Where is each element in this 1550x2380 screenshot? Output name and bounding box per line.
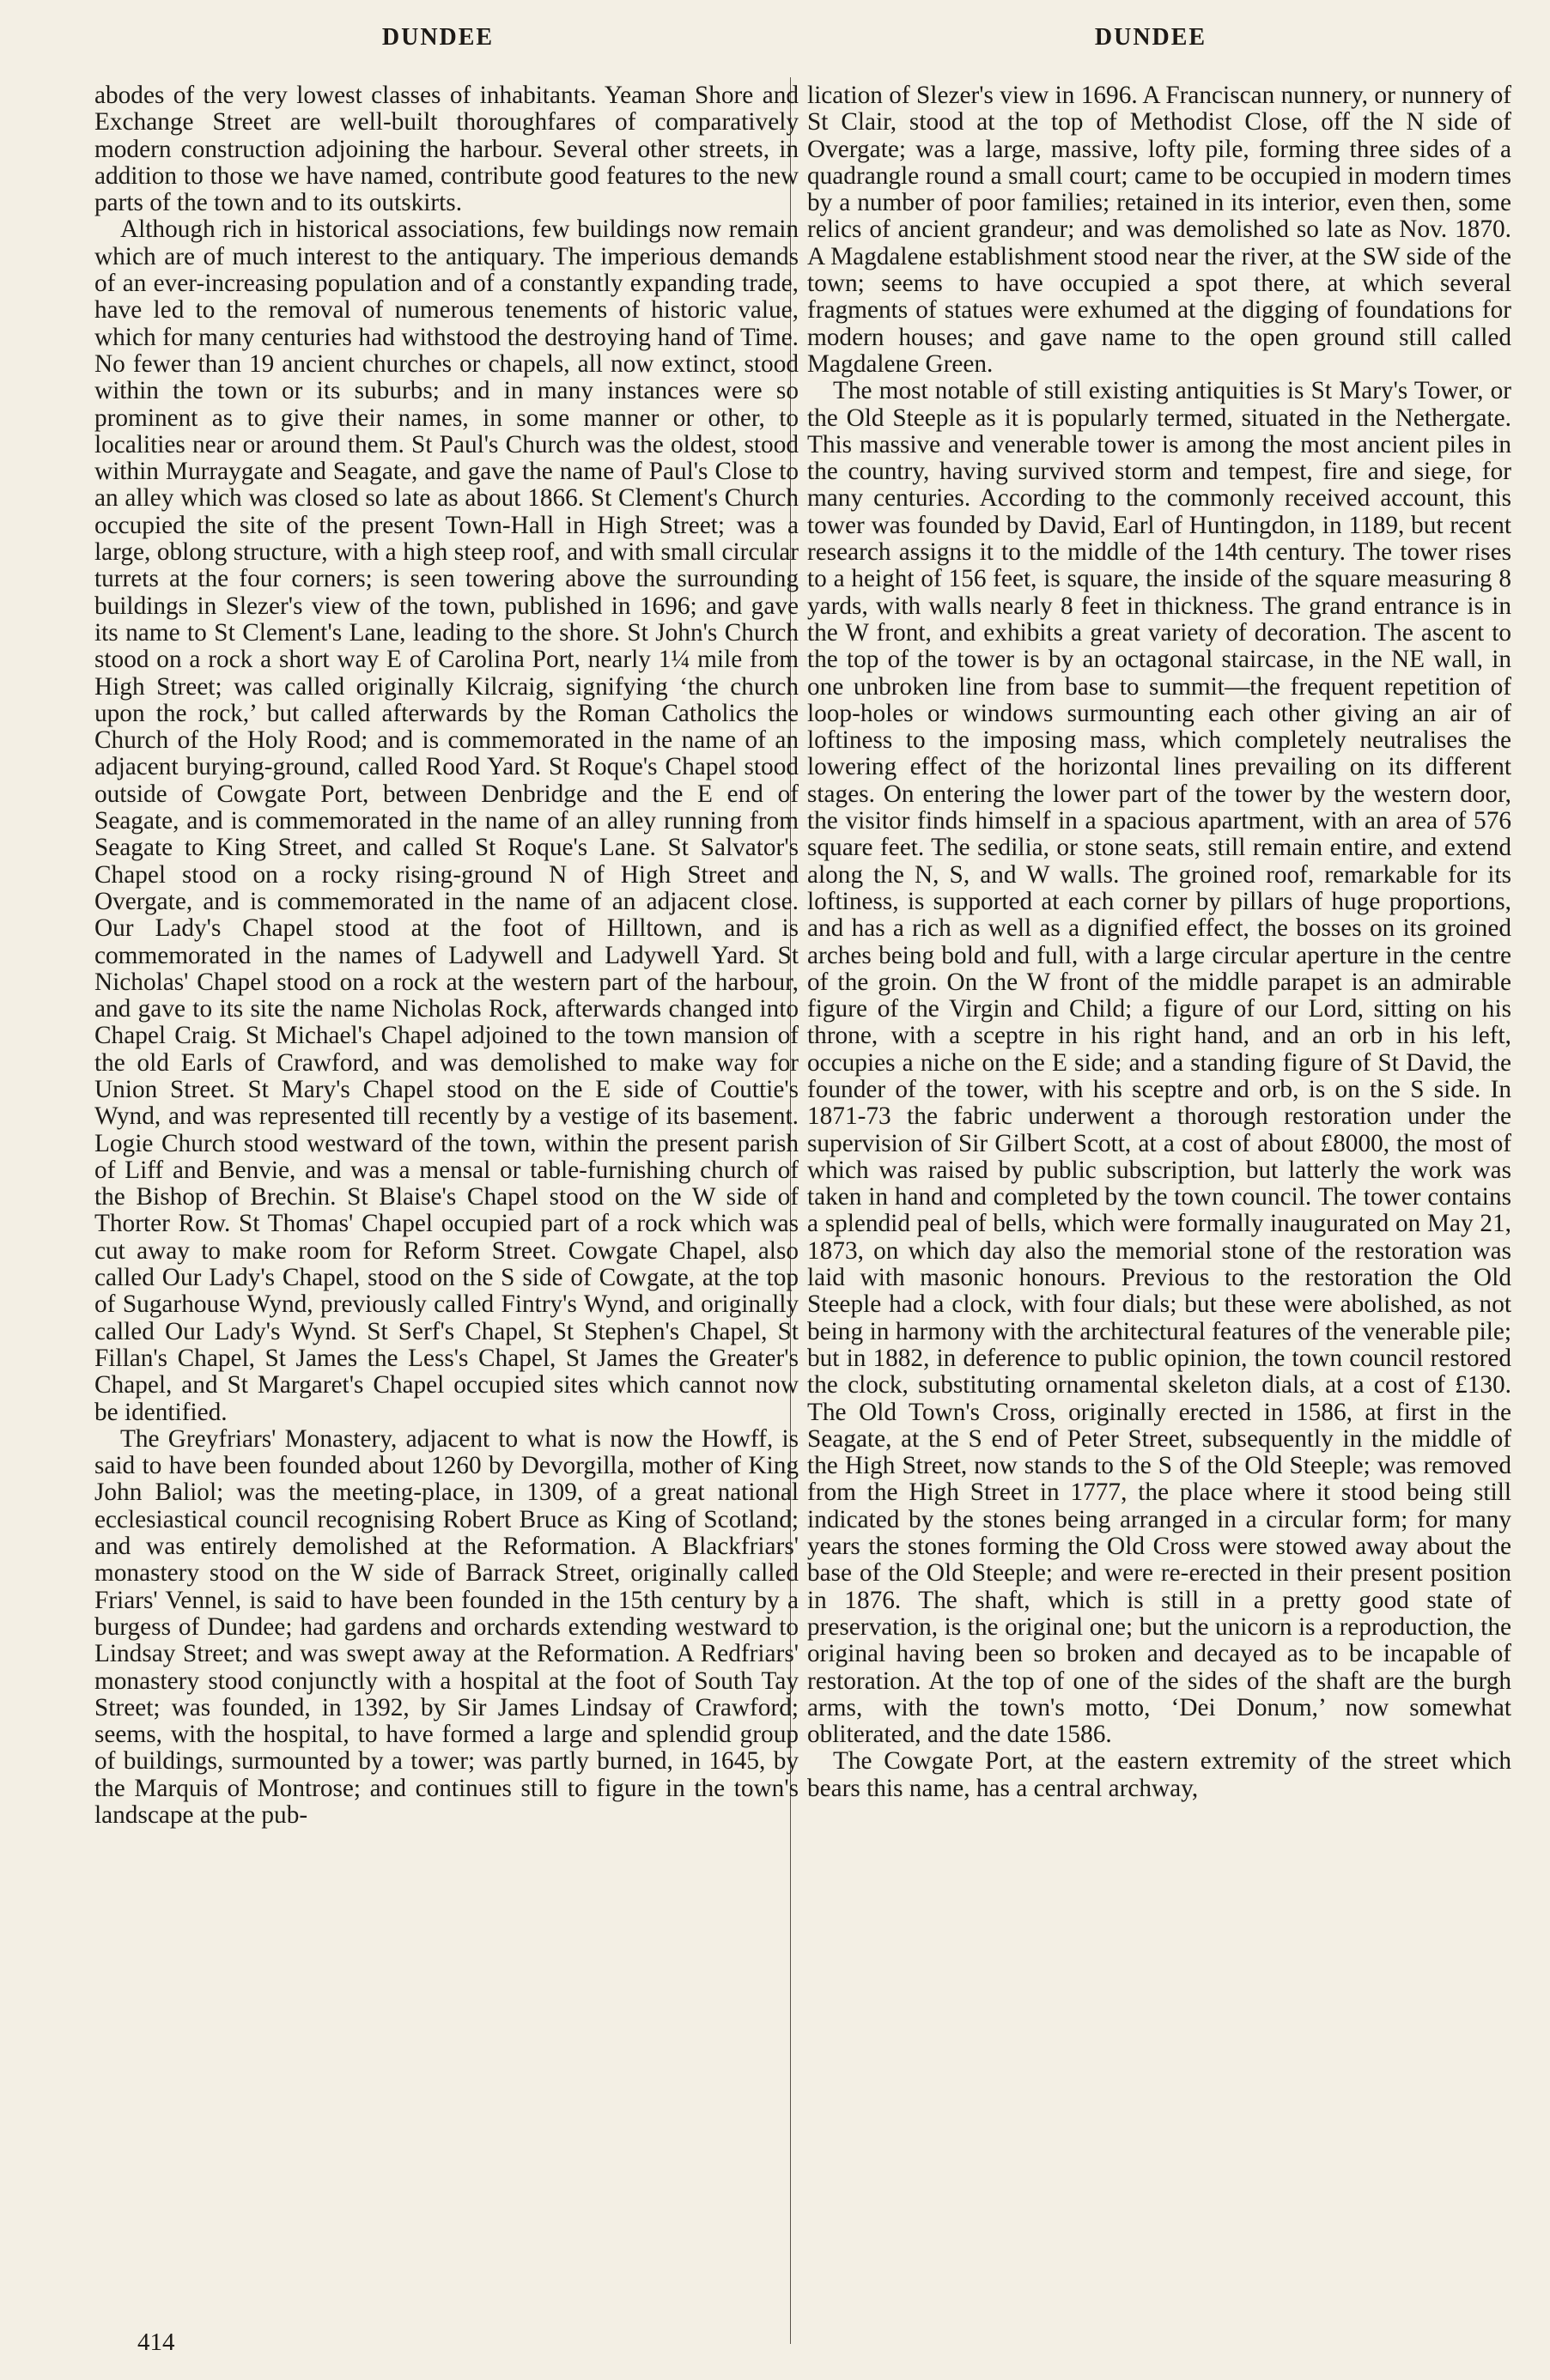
paragraph: abodes of the very lowest classes of inhabitants. Yeaman Shore and Exchange Street are well-built thoroughfares of comparatively modern construction adjoining the harbour. Several other streets, in addition to those we have named, contribute good features to the new parts of the town and to its outskirts.: [94, 82, 799, 217]
running-head-right: DUNDEE: [1094, 24, 1207, 51]
paragraph: The most notable of still existing antiquities is St Mary's Tower, or the Old Steeple as it is popularly termed, situated in the Nethergate. This massive and venerable tower is among the most ancient piles in the country, having survived storm and tempest, fire and siege, for many centuries. According to the commonly received account, this tower was founded by David, Earl of Huntingdon, in 1189, but recent research assigns it to the middle of the 14th century. The tower rises to a height of 156 feet, is square, the inside of the square measuring 8 yards, with walls nearly 8 feet in thickness. The grand entrance is in the W front, and exhibits a great variety of decoration. The ascent to the top of the tower is by an octagonal staircase, in the NE wall, in one unbroken line from base to summit—the frequent repetition of loop-holes or windows surmounting each other giving an air of loftiness to the imposing mass, which completely neutralises the lowering effect of the horizontal lines prevailing on its different stages. On entering the lower part of the tower by the western door, the visitor finds himself in a spacious apartment, with an area of 576 square feet. The sedilia, or stone seats, still remain entire, and extend along the N, S, and W walls. The groined roof, remarkable for its loftiness, is supported at each corner by pillars of huge proportions, and has a rich as well as a dignified effect, the bosses on its groined arches being bold and full, with a large circular aperture in the centre of the groin. On the W front of the middle parapet is an admirable figure of the Virgin and Child; a figure of our Lord, sitting on his throne, with a sceptre in his right hand, and an orb in his left, occupies a niche on the E side; and a standing figure of St David, the founder of the tower, with his sceptre and orb, is on the S side. In 1871-73 the fabric underwent a thorough restoration under the supervision of Sir Gilbert Scott, at a cost of about £8000, the most of which was raised by public subscription, but latterly the work was taken in hand and completed by the town council. The tower contains a splendid peal of bells, which were formally inaugurated on May 21, 1873, on which day also the memorial stone of the restoration was laid with masonic honours. Previous to the restoration the Old Steeple had a clock, with four dials; but these were abolished, as not being in harmony with the architectural features of the venerable pile; but in 1882, in deference to public opinion, the town council restored the clock, substituting ornamental skeleton dials, at a cost of £130. The Old Town's Cross, originally erected in 1586, at first in the Seagate, at the S end of Peter Street, subsequently in the middle of the High Street, now stands to the S of the Old Steeple; was removed from the High Street in 1777, the place where it stood being still indicated by the stones being arranged in a circular form; for many years the stones forming the Old Cross were stowed away about the base of the Old Steeple; and were re-erected in their present position in 1876. The shaft, which is still in a pretty good state of preservation, is the original one; but the unicorn is a reproduction, the original having been so broken and decayed as to be incapable of restoration. At the top of one of the sides of the shaft are the burgh arms, with the town's motto, ‘Dei Donum,’ now somewhat obliterated, and the date 1586.: [807, 377, 1511, 1749]
right-column: [807, 82, 1511, 1802]
paragraph: The Greyfriars' Monastery, adjacent to what is now the Howff, is said to have been founded about 1260 by Devorgilla, mother of King John Baliol; was the meeting-place, in 1309, of a great national ecclesiastical council recognising Robert Bruce as King of Scotland; and was entirely demolished at the Reformation. A Blackfriars' monastery stood on the W side of Barrack Street, originally called Friars' Vennel, is said to have been founded in the 15th century by a burgess of Dundee; had gardens and orchards extending westward to Lindsay Street; and was swept away at the Reformation. A Redfriars' monastery stood conjunctly with a hospital at the foot of South Tay Street; was founded, in 1392, by Sir James Lindsay of Crawford; seems, with the hospital, to have formed a large and splendid group of buildings, surmounted by a tower; was partly burned, in 1645, by the Marquis of Montrose; and continues still to figure in the town's landscape at the pub-: [94, 1424, 799, 1829]
paragraph: Although rich in historical associations, few buildings now remain which are of much interest to the antiquary. The imperious demands of an ever-increasing population and of a constantly expanding trade, have led to the removal of numerous tenements of historic value, which for many centuries had withstood the destroying hand of Time. No fewer than 19 ancient churches or chapels, all now extinct, stood within the town or its suburbs; and in many instances were so prominent as to give their names, in some manner or other, to localities near or around them. St Paul's Church was the oldest, stood within Murraygate and Seagate, and gave the name of Paul's Close to an alley which was closed so late as about 1866. St Clement's Church occupied the site of the present Town-Hall in High Street; was a large, oblong structure, with a high steep roof, and with small circular turrets at the four corners; is seen towering above the surrounding buildings in Slezer's view of the town, published in 1696; and gave its name to St Clement's Lane, leading to the shore. St John's Church stood on a rock a short way E of Carolina Port, nearly 1¼ mile from High Street; was called originally Kilcraig, signifying ‘the church upon the rock,’ but called afterwards by the Roman Catholics the Church of the Holy Rood; and is commemorated in the name of an adjacent burying-ground, called Rood Yard. St Roque's Chapel stood outside of Cowgate Port, between Denbridge and the E end of Seagate, and is commemorated in the name of an alley running from Seagate to King Street, and called St Roque's Lane. St Salvator's Chapel stood on a rocky rising-ground N of High Street and Overgate, and is commemorated in the name of an adjacent close. Our Lady's Chapel stood at the foot of Hilltown, and is commemorated in the names of Ladywell and Ladywell Yard. St Nicholas' Chapel stood on a rock at the western part of the harbour, and gave to its site the name Nicholas Rock, afterwards changed into Chapel Craig. St Michael's Chapel adjoined to the town mansion of the old Earls of Crawford, and was demolished to make way for Union Street. St Mary's Chapel stood on the E side of Couttie's Wynd, and was represented till recently by a vestige of its basement. Logie Church stood westward of the town, within the present parish of Liff and Benvie, and was a mensal or table-furnishing church of the Bishop of Brechin. St Blaise's Chapel stood on the W side of Thorter Row. St Thomas' Chapel occupied part of a rock which was cut away to make room for Reform Street. Cowgate Chapel, also called Our Lady's Chapel, stood on the S side of Cowgate, at the top of Sugarhouse Wynd, previously called Fintry's Wynd, and originally called Our Lady's Wynd. St Serf's Chapel, St Stephen's Chapel, St Fillan's Chapel, St James the Less's Chapel, St James the Greater's Chapel, and St Margaret's Chapel occupied sites which cannot now be identified.: [94, 216, 799, 1426]
left-column: [94, 82, 799, 1829]
paragraph: The Cowgate Port, at the eastern extremity of the street which bears this name, has a central archway,: [807, 1747, 1511, 1802]
running-head-left: DUNDEE: [381, 24, 495, 51]
page-number: 414: [137, 2328, 175, 2356]
paragraph: lication of Slezer's view in 1696. A Franciscan nunnery, or nunnery of St Clair, stood at the top of Methodist Close, off the N side of Overgate; was a large, massive, lofty pile, forming three sides of a quadrangle round a small court; came to be occupied in modern times by a number of poor families; retained in its interior, even then, some relics of ancient grandeur; and was demolished so late as Nov. 1870. A Magdalene establishment stood near the river, at the SW side of the town; seems to have occupied a spot there, at which several fragments of statues were exhumed at the digging of foundations for modern houses; and gave name to the open ground still called Magdalene Green.: [807, 82, 1511, 378]
